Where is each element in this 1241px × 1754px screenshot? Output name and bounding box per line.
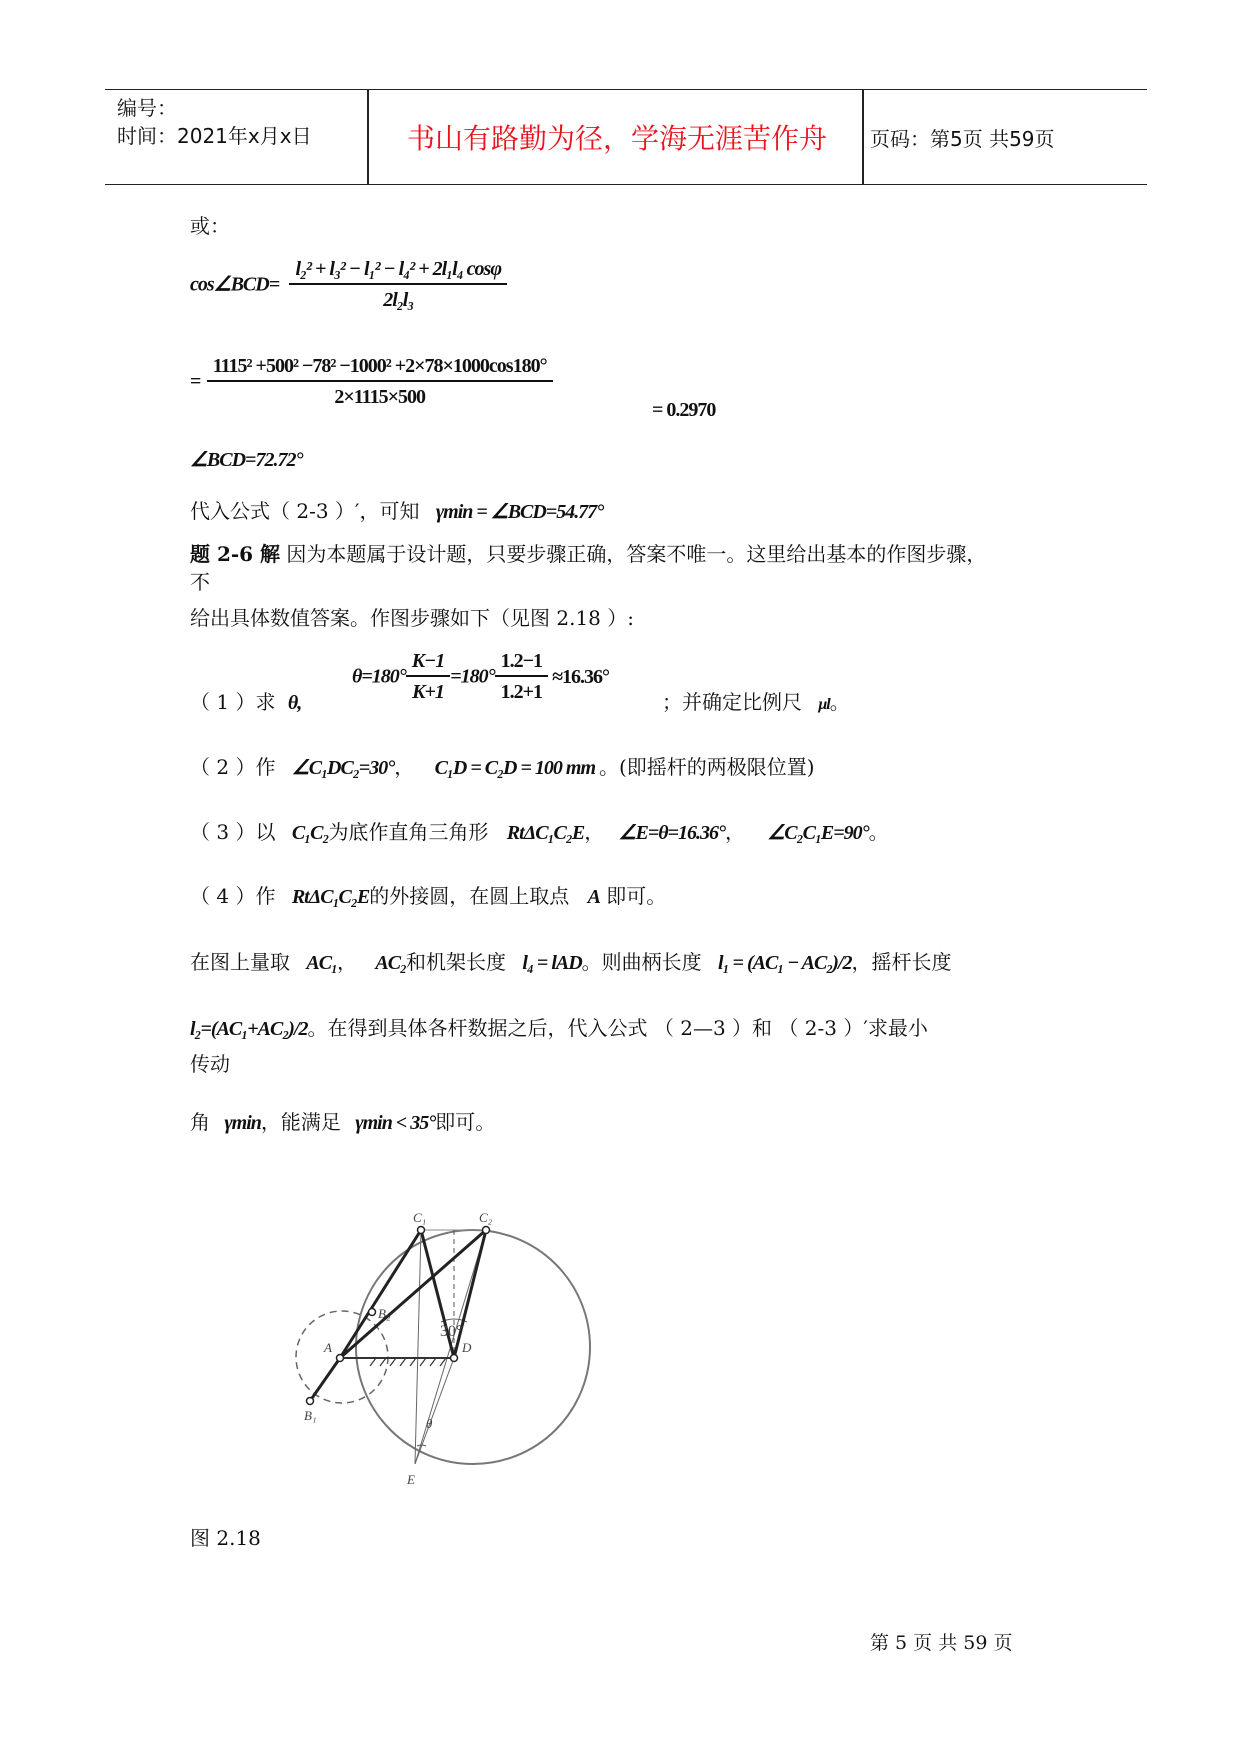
line-c1-e: [415, 1230, 421, 1464]
page-footer: 第 5 页 共 59 页: [870, 1632, 1013, 1654]
length-line-wrap: 传动: [190, 1052, 230, 1076]
s3-m3: ∠E=θ=16.36°: [618, 822, 726, 844]
joints: [307, 1227, 490, 1405]
o-mid: ，能满足: [260, 1110, 341, 1134]
equation-1: [190, 258, 507, 312]
label-e: E: [407, 1472, 415, 1487]
eq1-lhs: cos∠BCD=: [190, 273, 280, 296]
label-a: A: [324, 1340, 332, 1355]
s1-mid: =180°: [450, 665, 495, 688]
step-1-theta: θ,: [287, 692, 302, 714]
final-line: [190, 1108, 495, 1137]
s1-lhs: θ=180°: [352, 665, 406, 688]
eq2-equals: =: [190, 370, 201, 393]
s2-m1: ∠C₁DC₂=30°: [291, 757, 395, 779]
label-theta: θ: [426, 1416, 433, 1431]
substitution-line: [190, 497, 603, 526]
n-l2: l₂=(AC₁+AC₂)/2: [190, 1018, 308, 1040]
s4-end: 即可。: [606, 884, 667, 908]
s1-frac-1: [406, 650, 450, 704]
measure-line: 在图上量取 AC₁， AC₂和机架长度 l₄ = lAD。则曲柄长度 l₁ = (AC₁ − AC₂)/2，摇杆长度: [190, 950, 952, 974]
step-1-formula: [352, 650, 609, 704]
label-c1: C₁: [413, 1210, 427, 1225]
header-page-label: 页码：第5页 共59页: [870, 126, 1055, 151]
s1-end: 。: [829, 690, 850, 714]
eq2-result: = 0.2970: [652, 399, 716, 421]
step-1-label: [190, 688, 301, 717]
header-divider-1: [367, 90, 369, 184]
figure-2-18: [280, 1200, 600, 1490]
eq1-denominator: 2l₂l₃: [383, 289, 414, 311]
o-end: 即可。: [435, 1110, 496, 1134]
eq1-fraction: [289, 258, 507, 312]
header-table: [105, 89, 1147, 185]
m-mid2: 。则曲柄长度: [581, 950, 702, 974]
circumscribed-circle: [356, 1230, 590, 1464]
eq2-numerator: 1115² +500² −78² −1000² +2×78×1000cos180°: [207, 355, 553, 382]
ground-hatching: [370, 1358, 446, 1366]
eq2-denominator: 2×1115×500: [334, 386, 425, 408]
m-mid: 和机架长度: [406, 950, 507, 974]
step-4: [190, 882, 666, 911]
s4-A: A: [587, 886, 600, 908]
m-pre: 在图上量取: [190, 950, 290, 974]
header-divider-2: [862, 90, 864, 184]
s1-mu: μl: [818, 696, 830, 713]
length-line: [190, 1014, 928, 1043]
s3-m4: ∠C₂C₁E=90°: [767, 822, 869, 844]
header-left: [117, 94, 312, 150]
m-l4: l₄ = lAD: [522, 952, 582, 974]
line-d-e: [415, 1358, 454, 1464]
step-3: （ 3 ）以 C₁C₂为底作直角三角形 RtΔC₁C₂E， ∠E=θ=16.36°， ∠C₂C₁E=90°。: [190, 820, 889, 844]
time-label: 时间：2021年x月x日: [117, 124, 312, 148]
n-text: 。在得到具体各杆数据之后，代入公式 （ 2—3 ）和 （ 2-3 ）′求最小: [307, 1016, 928, 1040]
sub-text: 代入公式（ 2-3 ）′，可知: [190, 499, 420, 523]
angle-result: ∠BCD=72.72°: [190, 449, 303, 471]
o-cond: γmin < 35°: [355, 1112, 436, 1134]
s3-m1: C₁C₂: [291, 822, 329, 844]
s1-tail: ≈16.36°: [552, 665, 610, 688]
equation-2: [190, 355, 553, 409]
label-d: D: [462, 1340, 472, 1355]
problem-2-6-text: 因为本题属于设计题，只要步骤正确，答案不唯一。这里给出基本的作图步骤，: [280, 542, 987, 566]
s3-mid: 为底作直角三角形: [328, 820, 489, 844]
s3-m2: RtΔC₁C₂E: [506, 822, 585, 844]
figure-caption: 图 2.18: [190, 1526, 261, 1550]
problem-2-6-text-2: 给出具体数值答案。作图步骤如下（见图 2.18 ）:: [190, 606, 634, 630]
problem-2-6-heading: 题 2-6 解: [190, 542, 281, 566]
m-ac2: AC₂: [375, 952, 407, 974]
step-1-post: [662, 688, 850, 719]
s1-frac-2: [495, 650, 548, 704]
eq2-fraction: [207, 355, 553, 409]
s4-post: 的外接圆，在圆上取点: [369, 884, 570, 908]
problem-2-6-line: [190, 540, 986, 568]
m-ac1: AC₁: [306, 952, 338, 974]
s1-f1-num: K−1: [406, 650, 450, 677]
header-motto: 书山有路勤为径，学海无涯苦作舟: [406, 122, 827, 155]
s3-end: 。: [868, 820, 889, 844]
label-b2: B₂: [378, 1306, 391, 1321]
s1-f2-num: 1.2−1: [495, 650, 548, 677]
m-l1: l₁ = (AC₁ − AC₂)/2: [718, 952, 852, 974]
eq1-numerator: l₂² + l₃² − l₁² − l₄² + 2l₁l₄ cosφ: [289, 258, 507, 285]
label-b1: B₁: [304, 1408, 317, 1423]
s2-post: 。(即摇杆的两极限位置): [599, 755, 815, 779]
s4-m1: RtΔC₁C₂E: [291, 886, 370, 908]
s2-comma: ，: [394, 755, 415, 779]
step-4-pre: （ 4 ）作: [190, 884, 276, 908]
number-label: 编号：: [117, 96, 177, 120]
step-2-pre: （ 2 ）作: [190, 755, 276, 779]
s1-post: ；并确定比例尺: [662, 690, 802, 714]
s2-m2: C₁D = C₂D = 100 mm: [434, 757, 595, 779]
problem-2-6-wrap: 不: [190, 570, 210, 594]
label-c2: C₂: [479, 1210, 493, 1225]
o-pre: 角: [190, 1110, 210, 1134]
label-angle-30: 30°: [440, 1323, 463, 1340]
step-1-pre: （ 1 ）求: [190, 690, 276, 714]
step-2: [190, 753, 815, 782]
s1-f1-den: K+1: [412, 681, 444, 703]
o-gmin: γmin: [224, 1112, 261, 1134]
sub-math: γmin = ∠BCD=54.77°: [435, 501, 604, 523]
s1-f2-den: 1.2+1: [500, 681, 543, 703]
step-3-pre: （ 3 ）以: [190, 820, 276, 844]
or-label: 或：: [190, 214, 230, 238]
m-post: ，摇杆长度: [851, 950, 952, 974]
